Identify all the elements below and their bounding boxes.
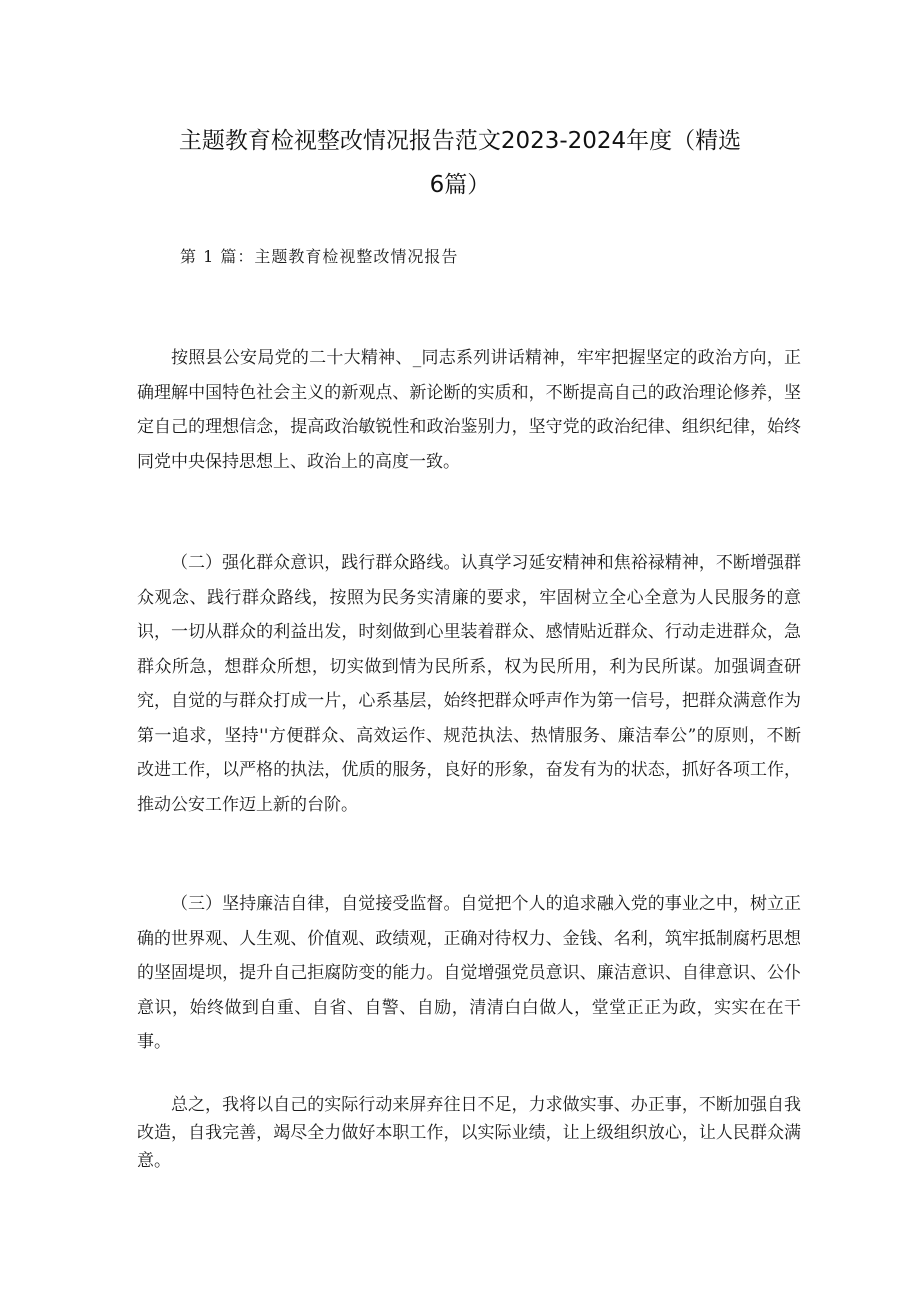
section-heading: 第 1 篇：主题教育检视整改情况报告	[180, 247, 459, 266]
paragraph-4: 总之，我将以自己的实际行动来屏弃往日不足，力求做实事、办正事，不断加强自我改造，自我完善，竭尽全力做好本职工作，以实际业绩，让上级组织放心，让人民群众满意。	[137, 1095, 801, 1171]
paragraph-2: （二）强化群众意识，践行群众路线。认真学习延安精神和焦裕禄精神，不断增强群众观念、践行群众路线，按照为民务实清廉的要求，牢固树立全心全意为人民服务的意识，一切从群众的利益出发，时刻做到心里装着群众、感情贴近群众、行动走进群众，急群众所急，想群众所想，切实做到情为民所系，权为民所用，利为民所谋。加强调查研究，自觉的与群众打成一片，心系基层，始终把群众呼声作为第一信号，把群众满意作为第一追求，坚持''方便群众、高效运作、规范执法、热情服务、廉洁奉公”的原则，不断改进工作，以严格的执法，优质的服务，良好的形象，奋发有为的状态，抓好各项工作，推动公安工作迈上新的台阶。	[137, 553, 801, 815]
document-title-line-1: 主题教育检视整改情况报告范文2023-2024年度（精选	[178, 128, 742, 154]
paragraph-1: 按照县公安局党的二十大精神、_同志系列讲话精神，牢牢把握坚定的政治方向，正确理解中国特色社会主义的新观点、新论断的实质和，不断提高自己的政治理论修养，坚定自己的理想信念，提高政治敏锐性和政治鉴别力，坚守党的政治纪律、组织纪律，始终同党中央保持思想上、政治上的高度一致。	[137, 348, 801, 472]
document-title-line-2: 6篇）	[429, 172, 491, 198]
paragraph-3: （三）坚持廉洁自律，自觉接受监督。自觉把个人的追求融入党的事业之中，树立正确的世界观、人生观、价值观、政绩观，正确对待权力、金钱、名利，筑牢抵制腐朽思想的坚固堤坝，提升自己拒腐防变的能力。自觉增强党员意识、廉洁意识、自律意识、公仆意识，始终做到自重、自省、自警、自励，清清白白做人，堂堂正正为政，实实在在干事。	[137, 894, 801, 1052]
